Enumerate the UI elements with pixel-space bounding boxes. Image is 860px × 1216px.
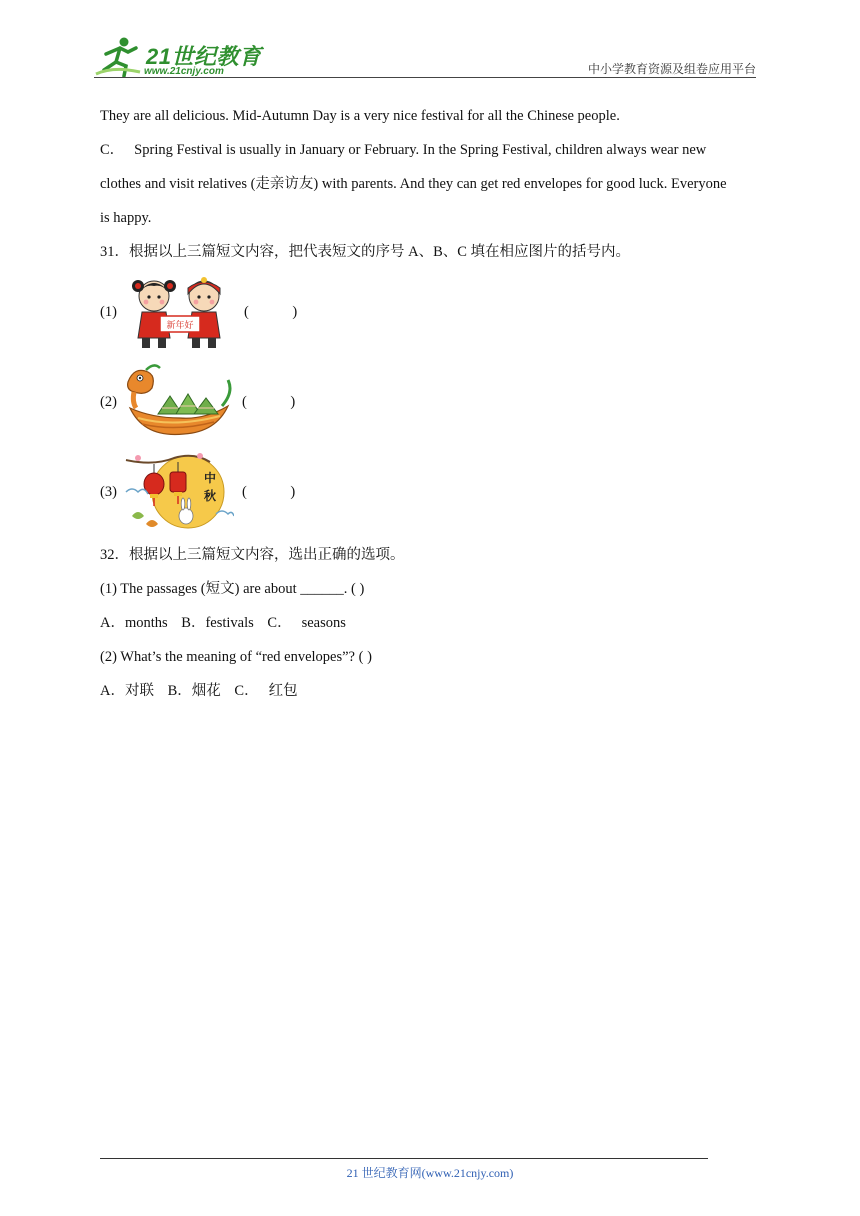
option-c[interactable]: 红包 — [268, 683, 298, 699]
dragon-boat-image — [124, 362, 234, 442]
option-c-label: C． — [267, 615, 292, 631]
q31-item-1 — [100, 272, 340, 352]
q32-sub2: (2) What’s the meaning of “red envelopes”? ( ) — [100, 649, 372, 665]
page-header — [94, 30, 756, 80]
q31-item-3 — [100, 452, 340, 532]
q31-answer-3[interactable]: ( ) — [242, 484, 296, 500]
q32-sub2-options — [100, 681, 298, 701]
footer-divider — [100, 1158, 708, 1159]
glyph-zhong: 中 — [203, 471, 217, 485]
q32-prompt: 32．根据以上三篇短文内容，选出正确的选项。 — [100, 547, 405, 563]
q31-answer-2[interactable]: ( ) — [242, 394, 296, 410]
q31-item-label: (2) — [100, 394, 117, 410]
q31-item-2 — [100, 362, 340, 442]
q32-sub1: (1) The passages (短文) are about ______. ( ) — [100, 581, 365, 597]
q31-prompt: 31．根据以上三篇短文内容，把代表短文的序号 A、B、C 填在相应图片的括号内。 — [100, 244, 631, 260]
passage-c-label: C． — [100, 142, 125, 158]
option-b[interactable]: B．烟花 — [167, 683, 221, 699]
q31-answer-1[interactable]: ( ) — [244, 304, 298, 320]
passage-line: They are all delicious. Mid-Autumn Day is a very nice festival for all the Chinese people. — [100, 108, 620, 124]
option-c[interactable]: seasons — [301, 615, 346, 631]
header-divider — [94, 77, 756, 78]
glyph-qiu: 秋 — [203, 489, 217, 503]
runner-icon — [94, 36, 144, 78]
option-a[interactable]: A．months — [100, 615, 168, 631]
logo-text: 21世纪教育 — [146, 44, 262, 69]
site-logo[interactable] — [94, 36, 264, 78]
option-c-label: C． — [234, 683, 259, 699]
passage-c-text-3: is happy. — [100, 210, 152, 226]
q31-item-label: (1) — [100, 304, 117, 320]
q31-item-label: (3) — [100, 484, 117, 500]
mid-autumn-lantern-image — [124, 452, 234, 532]
footer-link[interactable]: 21 世纪教育网(www.21cnjy.com) — [346, 1166, 514, 1180]
header-slogan: 中小学教育资源及组卷应用平台 — [587, 62, 756, 76]
passage-c-text-1: Spring Festival is usually in January or February. In the Spring Festival, children always wear new — [134, 142, 707, 158]
banner-text: 新年好 — [166, 321, 194, 331]
option-a[interactable]: A．对联 — [100, 683, 154, 699]
passage-c-line — [100, 140, 706, 160]
option-b[interactable]: B．festivals — [181, 615, 254, 631]
passage-c-text-2: clothes and visit relatives (走亲访友) with parents. And they can get red envelopes for good luck. Everyone — [100, 176, 727, 192]
spring-festival-children-image — [124, 272, 234, 352]
q32-sub1-options — [100, 613, 346, 633]
logo-url: www.21cnjy.com — [144, 66, 224, 77]
